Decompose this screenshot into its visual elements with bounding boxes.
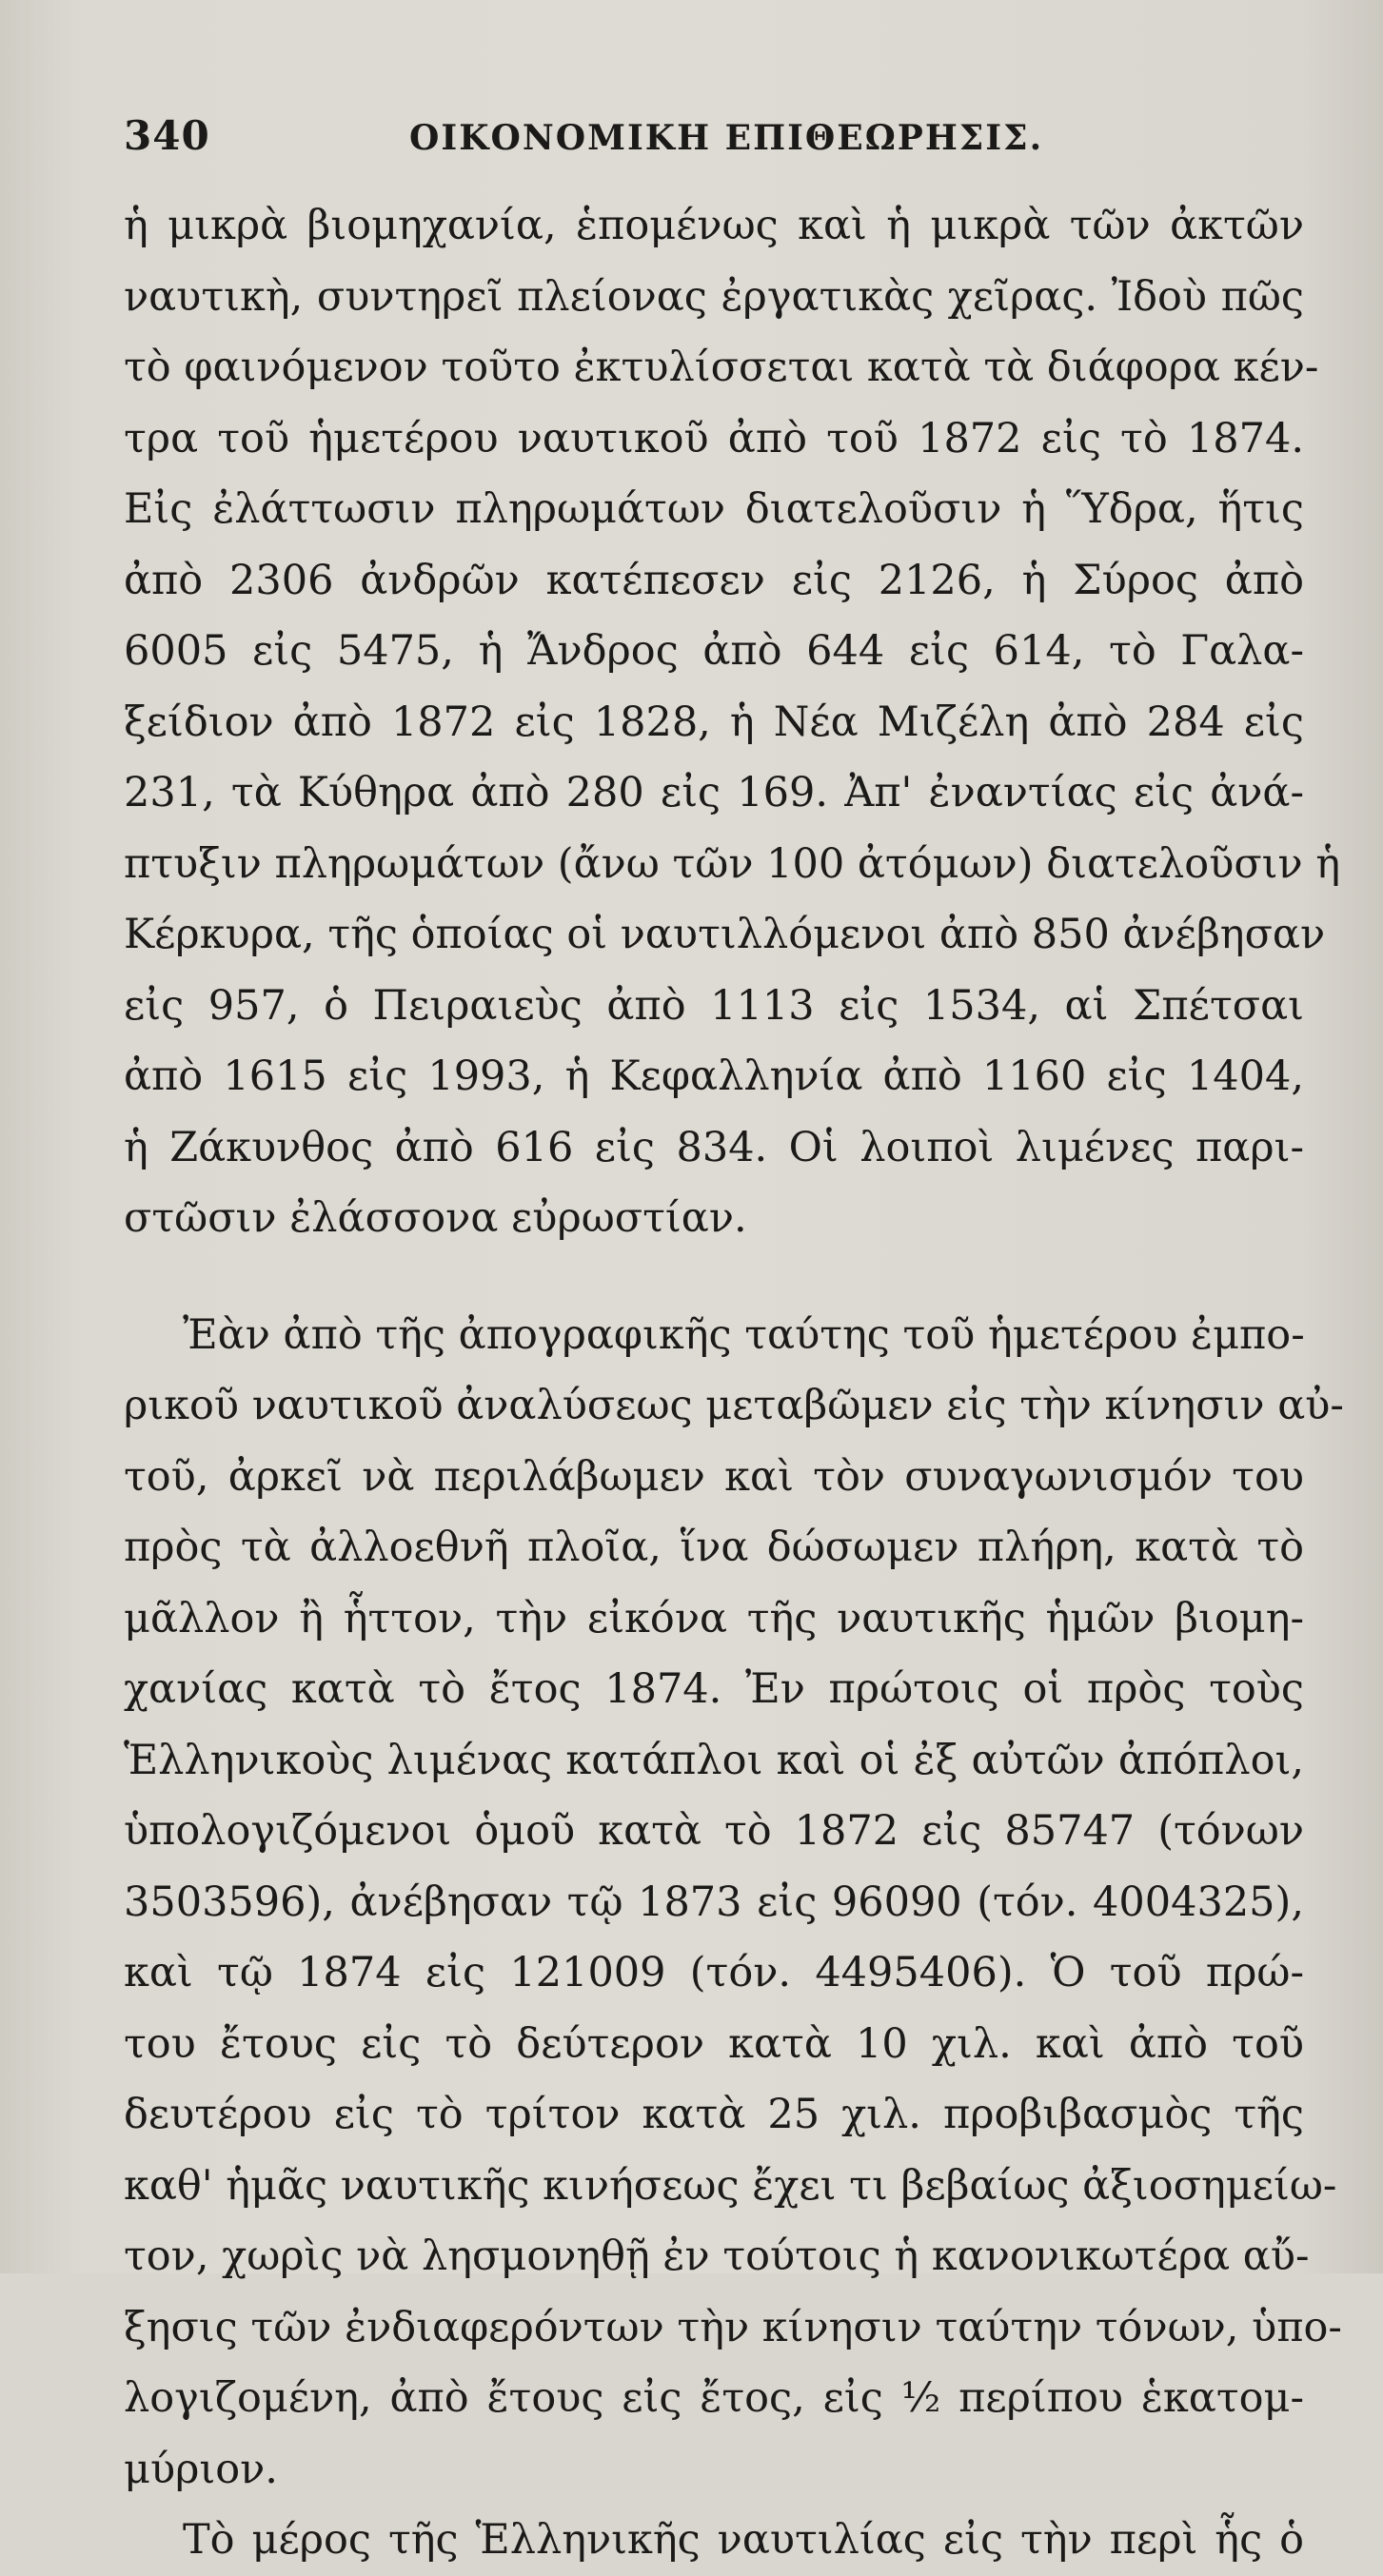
- text-line: μύριον.: [124, 2445, 278, 2493]
- text-line: δευτέρου εἰς τὸ τρίτον κατὰ 25 χιλ. προβιβασμὸς τῆς: [124, 2091, 1304, 2138]
- text-line: 3503596), ἀνέβησαν τῷ 1873 εἰς 96090 (τόν. 4004325),: [124, 1878, 1304, 1926]
- text-line: στῶσιν ἐλάσσονα εὐρωστίαν.: [124, 1194, 747, 1242]
- paragraph-3: [124, 2505, 1304, 2576]
- text-line: ἡ Ζάκυνθος ἀπὸ 616 εἰς 834. Οἱ λοιποὶ λιμένες παρι-: [124, 1123, 1304, 1171]
- text-line: τοῦ, ἀρκεῖ νὰ περιλάβωμεν καὶ τὸν συναγωνισμόν του: [124, 1452, 1304, 1501]
- text-line: χανίας κατὰ τὸ ἔτος 1874. Ἐν πρώτοις οἱ πρὸς τοὺς: [124, 1665, 1304, 1713]
- text-line: ναυτικὴ, συντηρεῖ πλείονας ἐργατικὰς χεῖρας. Ἰδοὺ πῶς: [124, 272, 1304, 321]
- text-line: τὸ φαινόμενον τοῦτο ἐκτυλίσσεται κατὰ τὰ διάφορα κέν-: [124, 344, 1319, 391]
- text-line: καθ' ἡμᾶς ναυτικῆς κινήσεως ἔχει τι βεβαίως ἀξιοσημείω-: [124, 2161, 1337, 2210]
- text-line: μᾶλλον ἢ ἧττον, τὴν εἰκόνα τῆς ναυτικῆς ἡμῶν βιομη-: [124, 1594, 1304, 1642]
- paragraph-2: [124, 1300, 1344, 2506]
- page-header: [124, 112, 1304, 179]
- text-line: Εἰς ἐλάττωσιν πληρωμάτων διατελοῦσιν ἡ Ὕδρα, ἥτις: [124, 485, 1304, 533]
- paragraph-gap: [124, 1254, 1304, 1300]
- text-line: Τὸ μέρος τῆς Ἑλληνικῆς ναυτιλίας εἰς τὴν περὶ ἧς ὁ: [183, 2516, 1304, 2564]
- text-line: ὑπολογιζόμενοι ὁμοῦ κατὰ τὸ 1872 εἰς 85747 (τόνων: [124, 1807, 1304, 1855]
- text-line: εἰς 957, ὁ Πειραιεὺς ἀπὸ 1113 εἰς 1534, αἱ Σπέτσαι: [124, 981, 1304, 1030]
- text-line: Κέρκυρα, τῆς ὁποίας οἱ ναυτιλλόμενοι ἀπὸ 850 ἀνέβησαν: [124, 911, 1326, 958]
- text-line: πρὸς τὰ ἀλλοεθνῆ πλοῖα, ἵνα δώσωμεν πλήρη, κατὰ τὸ: [124, 1524, 1304, 1571]
- text-line: τον, χωρὶς νὰ λησμονηθῇ ἐν τούτοις ἡ κανονικωτέρα αὔ-: [124, 2232, 1310, 2280]
- text-line: τρα τοῦ ἡμετέρου ναυτικοῦ ἀπὸ τοῦ 1872 εἰς τὸ 1874.: [124, 414, 1304, 462]
- text-line: 231, τὰ Κύθηρα ἀπὸ 280 εἰς 169. Ἀπ' ἐναντίας εἰς ἀνά-: [124, 769, 1304, 816]
- text-line: ρικοῦ ναυτικοῦ ἀναλύσεως μεταβῶμεν εἰς τὴν κίνησιν αὐ-: [124, 1382, 1344, 1429]
- text-line: ἀπὸ 1615 εἰς 1993, ἡ Κεφαλληνία ἀπὸ 1160 εἰς 1404,: [124, 1052, 1304, 1100]
- text-line: του ἔτους εἰς τὸ δεύτερον κατὰ 10 χιλ. καὶ ἀπὸ τοῦ: [124, 2019, 1304, 2068]
- page-body: [124, 190, 1344, 2576]
- text-line: πτυξιν πληρωμάτων (ἄνω τῶν 100 ἀτόμων) διατελοῦσιν ἡ: [124, 839, 1341, 888]
- text-line: ξησις τῶν ἐνδιαφερόντων τὴν κίνησιν ταύτην τόνων, ὑπο-: [124, 2303, 1342, 2351]
- paragraph-1: [124, 190, 1341, 1254]
- text-line: Ἑλληνικοὺς λιμένας κατάπλοι καὶ οἱ ἐξ αὐτῶν ἀπόπλοι,: [124, 1736, 1304, 1784]
- text-line: Ἐὰν ἀπὸ τῆς ἀπογραφικῆς ταύτης τοῦ ἡμετέρου ἐμπο-: [183, 1310, 1305, 1359]
- page-number: 340: [124, 112, 210, 159]
- text-line: καὶ τῷ 1874 εἰς 121009 (τόν. 4495406). Ὁ τοῦ πρώ-: [124, 1949, 1304, 1996]
- text-line: 6005 εἰς 5475, ἡ Ἄνδρος ἀπὸ 644 εἰς 614, τὸ Γαλα-: [124, 627, 1304, 675]
- text-line: ἡ μικρὰ βιομηχανία, ἑπομένως καὶ ἡ μικρὰ τῶν ἀκτῶν: [124, 202, 1304, 249]
- running-head: ΟΙΚΟΝΟΜΙΚΗ ΕΠΙΘΕΩΡΗΣΙΣ.: [409, 118, 1044, 158]
- text-line: ξείδιον ἀπὸ 1872 εἰς 1828, ἡ Νέα Μιζέλη ἀπὸ 284 εἰς: [124, 698, 1304, 746]
- text-line: λογιζομένη, ἀπὸ ἔτους εἰς ἔτος, εἰς ½ περίπου ἑκατομ-: [124, 2374, 1304, 2422]
- text-line: ἀπὸ 2306 ἀνδρῶν κατέπεσεν εἰς 2126, ἡ Σύρος ἀπὸ: [124, 556, 1304, 604]
